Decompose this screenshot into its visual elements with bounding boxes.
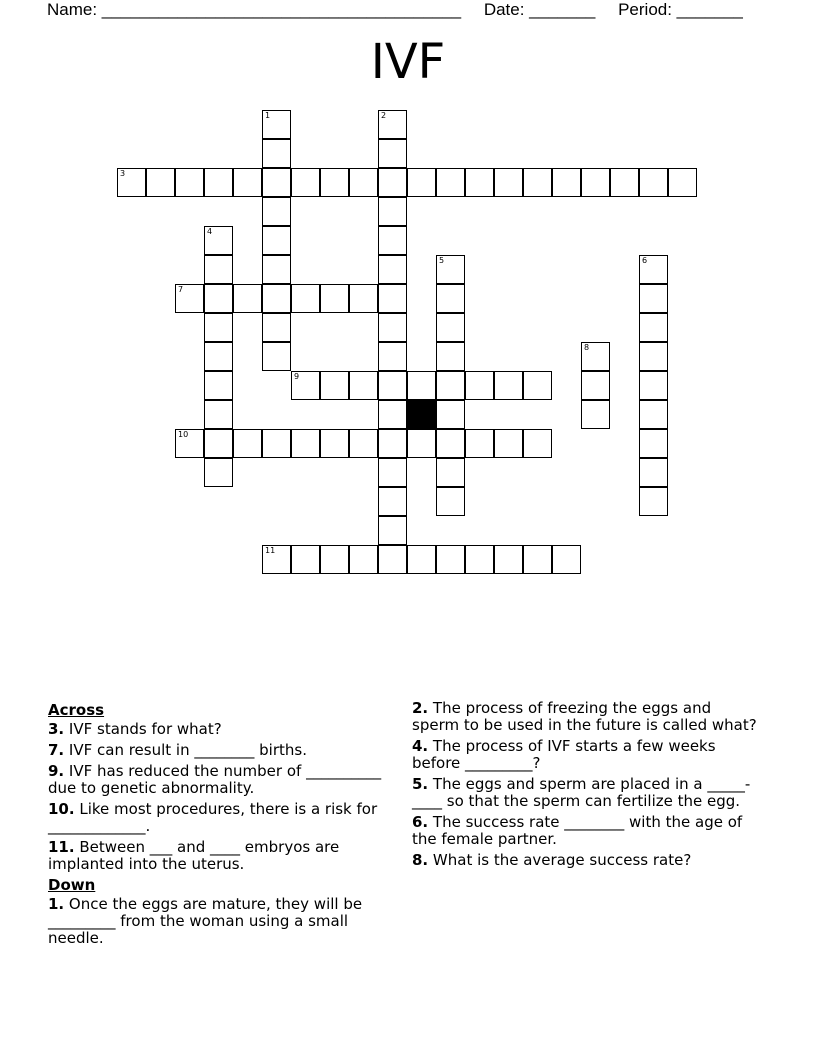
grid-cell[interactable] [436,255,465,284]
grid-cell[interactable] [465,371,494,400]
grid-cell[interactable] [291,429,320,458]
grid-cell[interactable] [436,313,465,342]
grid-cell[interactable] [349,545,378,574]
grid-cell[interactable] [639,371,668,400]
clue-text: The process of IVF starts a few weeks before _________? [412,737,716,772]
clue-number: 2. [412,699,429,717]
grid-cell[interactable] [581,371,610,400]
clue-number: 10. [48,800,75,818]
grid-cell[interactable] [204,255,233,284]
clue-number: 4 [207,227,213,236]
clue-number: 11 [265,546,276,555]
clue-number: 8. [412,851,429,869]
grid-cell[interactable] [581,400,610,429]
grid-cell[interactable] [378,168,407,197]
clue-text: IVF stands for what? [68,720,222,738]
clue [48,896,398,947]
grid-cell[interactable] [639,342,668,371]
clue-text: Between ___ and ____ embryos are implanted into the uterus. [48,838,340,873]
grid-cell[interactable] [523,545,552,574]
grid-cell[interactable] [552,545,581,574]
grid-cell[interactable] [378,487,407,516]
grid-cell[interactable] [378,226,407,255]
grid-cell[interactable] [378,342,407,371]
grid-cell[interactable] [378,197,407,226]
grid-cell[interactable] [349,371,378,400]
grid-cell[interactable] [436,458,465,487]
clue-text: The success rate ________ with the age of the female partner. [412,813,743,848]
clue [412,776,762,810]
grid-cell[interactable] [146,168,175,197]
grid-cell[interactable] [378,545,407,574]
grid-cell[interactable] [349,284,378,313]
clue-number: 4. [412,737,429,755]
clue-text: What is the average success rate? [432,851,692,869]
grid-cell[interactable] [639,400,668,429]
grid-cell[interactable] [204,284,233,313]
grid-cell[interactable] [494,545,523,574]
grid-cell[interactable] [262,284,291,313]
grid-cell[interactable] [175,284,204,313]
grid-cell[interactable] [668,168,697,197]
name-field[interactable]: Name: ______________________________________ [47,0,462,19]
grid-cell[interactable] [233,284,262,313]
grid-cell[interactable] [378,371,407,400]
grid-cell[interactable] [262,545,291,574]
grid-cell[interactable] [262,313,291,342]
grid-cell[interactable] [349,168,378,197]
grid-cell[interactable] [320,545,349,574]
grid-cell[interactable] [523,371,552,400]
grid-cell[interactable] [407,545,436,574]
grid-cell[interactable] [320,429,349,458]
clue-number: 6 [642,256,648,265]
clue-text: IVF can result in ________ births. [68,741,307,759]
clue-number: 7. [48,741,65,759]
date-field[interactable]: Date: _______ [483,0,596,19]
grid-cell[interactable] [378,139,407,168]
grid-cell[interactable] [320,168,349,197]
grid-cell[interactable] [378,313,407,342]
clue [48,721,398,738]
grid-cell[interactable] [262,342,291,371]
grid-cell[interactable] [204,313,233,342]
clue [412,700,762,734]
clue-number: 5. [412,775,429,793]
grid-cell[interactable] [378,284,407,313]
grid-cell[interactable] [494,429,523,458]
clue-number: 3 [120,169,126,178]
grid-cell[interactable] [610,168,639,197]
puzzle-title: IVF [370,34,446,90]
grid-cell[interactable] [639,487,668,516]
clue-number: 9. [48,762,65,780]
grid-cell[interactable] [436,168,465,197]
grid-cell[interactable] [291,545,320,574]
clue [48,763,398,797]
grid-cell[interactable] [204,168,233,197]
grid-cell[interactable] [378,400,407,429]
grid-cell[interactable] [175,168,204,197]
grid-cell[interactable] [639,429,668,458]
clue-text: Once the eggs are mature, they will be _________ from the woman using a small needle. [48,895,363,947]
grid-cell[interactable] [523,429,552,458]
grid-cell[interactable] [291,371,320,400]
grid-cell[interactable] [639,168,668,197]
clue-number: 5 [439,256,445,265]
grid-cell[interactable] [349,429,378,458]
clue [412,814,762,848]
grid-cell[interactable] [262,197,291,226]
grid-cell[interactable] [320,284,349,313]
clue-number: 7 [178,285,184,294]
clue [412,738,762,772]
grid-cell[interactable] [262,168,291,197]
black-square [407,400,436,429]
grid-cell[interactable] [204,458,233,487]
grid-cell[interactable] [436,342,465,371]
clue-number: 1. [48,895,65,913]
grid-cell[interactable] [407,429,436,458]
grid-cell[interactable] [436,400,465,429]
grid-cell[interactable] [378,516,407,545]
clue-number: 6. [412,813,429,831]
grid-cell[interactable] [494,168,523,197]
grid-cell[interactable] [262,226,291,255]
grid-cell[interactable] [291,168,320,197]
grid-cell[interactable] [465,545,494,574]
grid-cell[interactable] [175,429,204,458]
grid-cell[interactable] [262,255,291,284]
grid-cell[interactable] [494,371,523,400]
grid-cell[interactable] [204,342,233,371]
clue-number: 8 [584,343,590,352]
period-field[interactable]: Period: _______ [618,0,743,19]
grid-cell[interactable] [523,168,552,197]
grid-cell[interactable] [204,429,233,458]
clues-column-right [412,700,762,873]
grid-cell[interactable] [465,168,494,197]
grid-cell[interactable] [291,284,320,313]
grid-cell[interactable] [117,168,146,197]
grid-cell[interactable] [465,429,494,458]
clue [48,742,398,759]
grid-cell[interactable] [639,255,668,284]
clue-text: The eggs and sperm are placed in a _____- ____ so that the sperm can fertilize the egg. [412,775,751,810]
grid-cell[interactable] [436,284,465,313]
grid-cell[interactable] [233,168,262,197]
grid-cell[interactable] [378,429,407,458]
grid-cell[interactable] [436,429,465,458]
clue-number: 1 [265,111,271,120]
clue-text: IVF has reduced the number of __________ due to genetic abnormality. [48,762,382,797]
clue-number: 3. [48,720,65,738]
grid-cell[interactable] [378,255,407,284]
grid-cell[interactable] [639,458,668,487]
grid-cell[interactable] [639,313,668,342]
grid-cell[interactable] [407,371,436,400]
clue [48,839,398,873]
grid-cell[interactable] [378,458,407,487]
grid-cell[interactable] [552,168,581,197]
grid-cell[interactable] [581,168,610,197]
section-heading-across: Across [48,701,105,719]
clue-number: 9 [294,372,300,381]
grid-cell[interactable] [262,110,291,139]
grid-cell[interactable] [262,139,291,168]
clue-number: 11. [48,838,75,856]
grid-cell[interactable] [436,487,465,516]
grid-cell[interactable] [639,284,668,313]
grid-cell[interactable] [407,168,436,197]
section-heading-down: Down [48,876,96,894]
clue [48,801,398,835]
clue-number: 2 [381,111,387,120]
grid-cell[interactable] [204,400,233,429]
grid-cell[interactable] [262,429,291,458]
grid-cell[interactable] [204,226,233,255]
clue-text: The process of freezing the eggs and sperm to be used in the future is called what? [412,699,757,734]
clues-column-left [48,700,398,951]
clue-number: 10 [178,430,189,439]
clue-text: Like most procedures, there is a risk for _____________. [48,800,378,835]
grid-cell[interactable] [233,429,262,458]
grid-cell[interactable] [204,371,233,400]
grid-cell[interactable] [378,110,407,139]
clue [412,852,762,869]
grid-cell[interactable] [436,545,465,574]
grid-cell[interactable] [320,371,349,400]
grid-cell[interactable] [581,342,610,371]
grid-cell[interactable] [436,371,465,400]
